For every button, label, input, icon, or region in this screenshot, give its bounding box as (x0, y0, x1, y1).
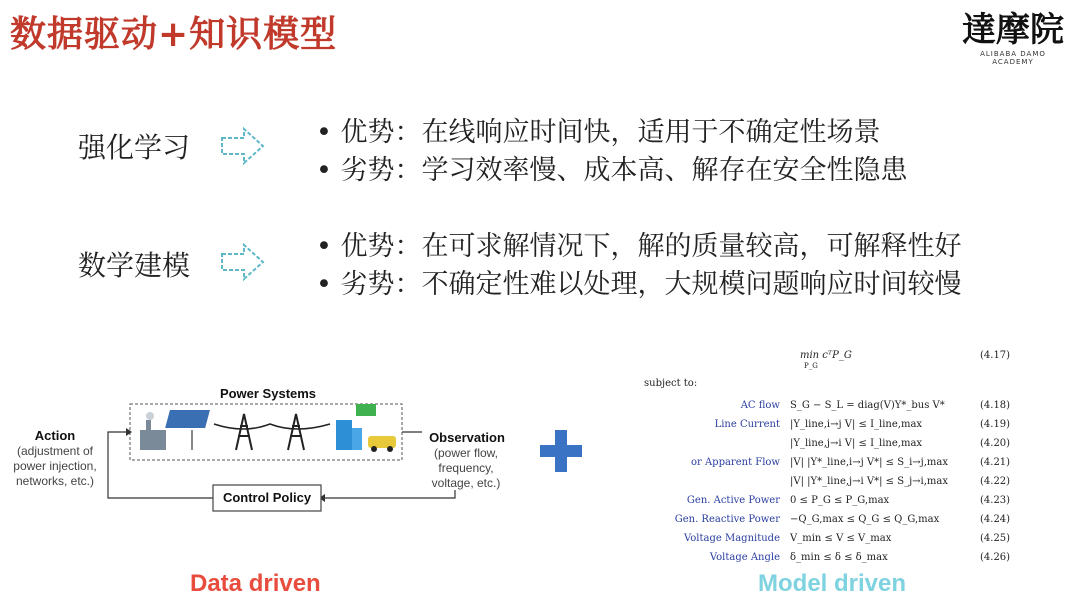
arrow-right-icon (220, 242, 266, 282)
constraint-expression: |Y_line,j→i V| ≤ I_line,max (790, 438, 923, 449)
page-title: 数据驱动+知识模型 (10, 14, 338, 55)
equation-number: (4.26) (980, 552, 1011, 563)
constraint-label: or Apparent Flow (690, 457, 780, 468)
action-label: Action (34, 428, 76, 443)
objective-subscript: P_G (804, 362, 818, 370)
plus-icon (538, 428, 584, 474)
action-description: (adjustment of power injection, networks, etc.) (13, 444, 97, 488)
observation-description: (power flow, frequency, voltage, etc.) (431, 446, 501, 490)
constraint-label: Voltage Magnitude (683, 533, 780, 544)
equation-number: (4.25) (980, 533, 1011, 544)
constraint-expression: S_G − S_L = diag(V)Y*_bus V* (790, 400, 945, 411)
constraint-label: Gen. Reactive Power (674, 514, 780, 525)
data-driven-caption: Data driven (190, 570, 321, 597)
equation-number: (4.17) (980, 350, 1011, 361)
equation-number: (4.18) (980, 400, 1011, 411)
constraint-label: AC flow (740, 400, 780, 411)
bullet-advantage: • 优势：在可求解情况下，解的质量较高，可解释性好 (316, 231, 962, 262)
constraint-label: Line Current (714, 419, 780, 430)
subject-to-label: subject to: (644, 378, 698, 389)
constraint-expression: −Q_G,max ≤ Q_G ≤ Q_G,max (790, 514, 940, 525)
constraint-expression: |V| |Y*_line,i→j V*| ≤ S_i→j,max (790, 457, 949, 468)
bullet-disadvantage: • 劣势：学习效率慢、成本高、解存在安全性隐患 (316, 155, 908, 186)
power-systems-label: Power Systems (219, 386, 317, 401)
arrow-right-icon (220, 126, 266, 166)
opf-formulation (600, 336, 1070, 566)
row-label-rl: 强化学习 (78, 131, 191, 164)
equation-number: (4.20) (980, 438, 1011, 449)
constraint-expression: 0 ≤ P_G ≤ P_G,max (790, 495, 890, 506)
objective-expression: min cᵀP_G (800, 350, 852, 361)
data-driven-diagram (0, 380, 520, 530)
logo-text: 達摩院 (962, 10, 1064, 50)
logo (958, 10, 1068, 68)
row-label-math: 数学建模 (78, 249, 191, 282)
constraint-label: Voltage Angle (709, 552, 780, 563)
equation-number: (4.22) (980, 476, 1011, 487)
model-driven-caption: Model driven (758, 570, 907, 597)
equation-number: (4.24) (980, 514, 1011, 525)
row-bullets-rl (316, 114, 908, 190)
constraint-label: Gen. Active Power (686, 495, 780, 506)
constraint-expression: V_min ≤ V ≤ V_max (790, 533, 892, 544)
control-policy-label: Control Policy (222, 490, 312, 505)
equation-number: (4.19) (980, 419, 1011, 430)
logo-subtitle: ALIBABA DAMO ACADEMY (980, 50, 1046, 66)
equation-number: (4.23) (980, 495, 1011, 506)
bullet-disadvantage: • 劣势：不确定性难以处理，大规模问题响应时间较慢 (316, 269, 962, 300)
constraint-expression: δ_min ≤ δ ≤ δ_max (790, 552, 888, 563)
constraint-expression: |V| |Y*_line,j→i V*| ≤ S_j→i,max (790, 476, 949, 487)
observation-label: Observation (429, 430, 505, 445)
bullet-advantage: • 优势：在线响应时间快，适用于不确定性场景 (316, 117, 881, 148)
constraint-expression: |Y_line,i→j V| ≤ I_line,max (790, 419, 923, 430)
row-bullets-math (316, 228, 962, 304)
equation-number: (4.21) (980, 457, 1011, 468)
